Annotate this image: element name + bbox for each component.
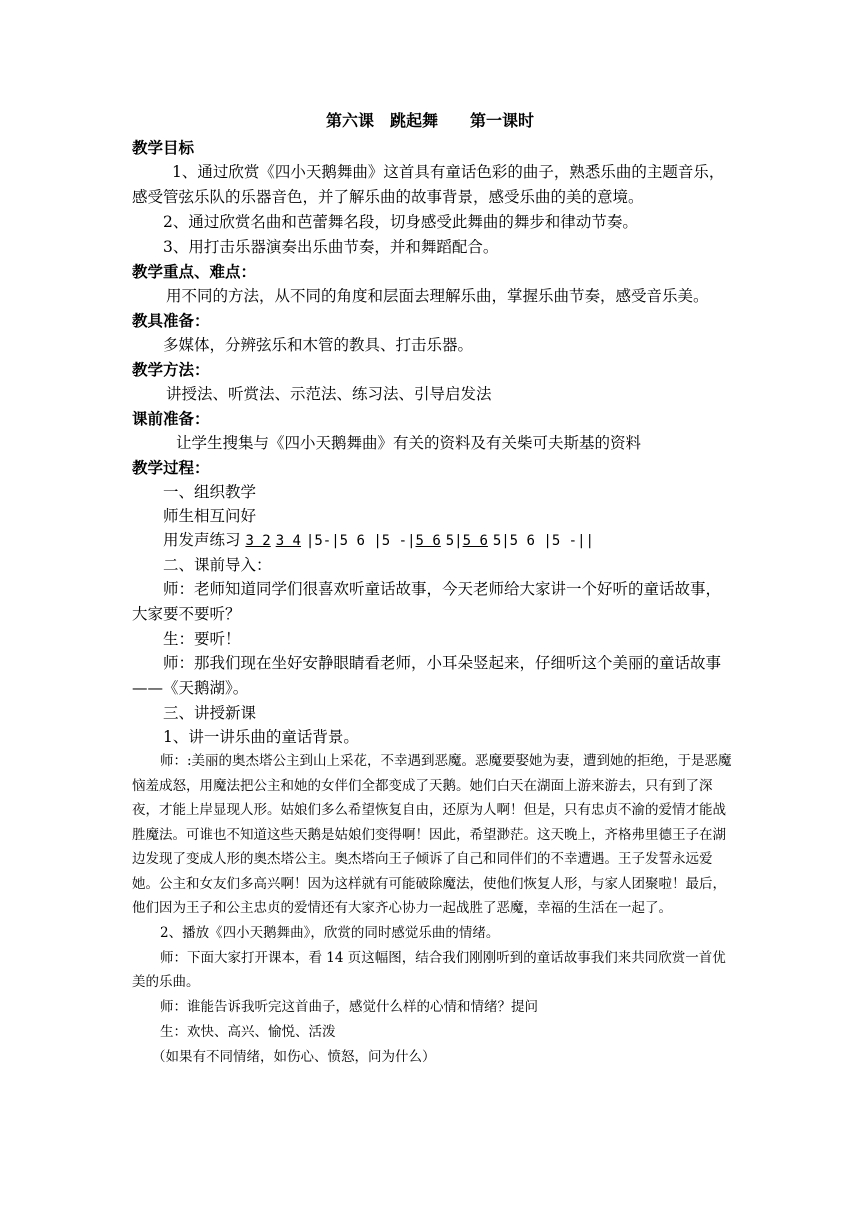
step-1: 一、组织教学	[163, 483, 257, 501]
step-2: 二、课前导入：	[163, 556, 272, 574]
teacher-line-4: 师：谁能告诉我听完这首曲子，感觉什么样的心情和情绪？提问	[160, 998, 538, 1015]
goal-3: 3、用打击乐器演奏出乐曲节奏，并和舞蹈配合。	[163, 238, 499, 256]
key-text: 用不同的方法，从不同的角度和层面去理解乐曲，掌握乐曲节奏，感受音乐美。	[166, 287, 709, 305]
goals-heading: 教学目标	[132, 139, 195, 157]
notation-group-6: 5 6	[462, 533, 488, 549]
vocal-exercise	[132, 528, 736, 553]
goal-1: 1、通过欣赏《四小天鹅舞曲》这首具有童话色彩的曲子，熟悉乐曲的主题音乐，感受管弦乐队的乐器音色，并了解乐曲的故事背景，感受乐曲的美的意境。	[132, 163, 725, 206]
teacher-line-3: 师：下面大家打开课本，看 14 页这幅图，结合我们刚刚听到的童话故事我们来共同欣赏一首优美的乐曲。	[132, 949, 726, 990]
tools-heading: 教具准备：	[132, 312, 210, 330]
prep-heading: 课前准备：	[132, 410, 210, 428]
lesson-title: 第六课 跳起舞 第一课时	[325, 111, 534, 130]
notation-group-3: |5-|5 6 |5 -|	[305, 533, 416, 549]
note-line: （如果有不同情绪，如伤心、愤怒，问为什么）	[152, 1048, 436, 1065]
sub-step-1: 1、讲一讲乐曲的童话背景。	[163, 728, 359, 746]
notation-group-2: 3 4	[275, 533, 301, 549]
notation-group-1: 3 2	[245, 533, 271, 549]
methods-heading: 教学方法：	[132, 361, 210, 379]
story-paragraph: 师：:美丽的奥杰塔公主到山上采花，不幸遇到恶魔。恶魔要娶她为妻，遭到她的拒绝，于是恶魔恼羞成怒，用魔法把公主和她的女伴们全都变成了天鹅。她们白天在湖面上游来游去，只有到了深夜，才能上岸显现人形。姑娘们多么希望恢复自由，还原为人啊！但是，只有忠贞不渝的爱情才能战胜魔法。可谁也不知道这些天鹅是姑娘们变得啊！因此，希望渺茫。这天晚上，齐格弗里德王子在湖边发现了变成人形的奥杰塔公主。奥杰塔向王子倾诉了自己和同伴们的不幸遭遇。王子发誓永远爱她。公主和女友们多高兴啊！因为这样就有可能破除魔法，使他们恢复人形，与家人团聚啦！最后，他们因为王子和公主忠贞的爱情还有大家齐心协力一起战胜了恶魔，幸福的生活在一起了。	[132, 753, 732, 916]
greeting: 师生相互问好	[163, 507, 257, 525]
step-3: 三、讲授新课	[163, 704, 257, 722]
teacher-line-2: 师：那我们现在坐好安静眼睛看老师，小耳朵竖起来，仔细听这个美丽的童话故事——《天鹅湖》。	[132, 654, 722, 697]
teacher-line-1: 师：老师知道同学们很喜欢听童话故事，今天老师给大家讲一个好听的童话故事，大家要不要听？	[132, 580, 722, 623]
student-line-2: 生：欢快、高兴、愉悦、活泼	[160, 1023, 336, 1040]
vocal-label: 用发声练习	[163, 531, 241, 549]
student-line-1: 生：要听！	[163, 630, 241, 648]
process-heading: 教学过程：	[132, 459, 210, 477]
document-body	[132, 136, 736, 1070]
methods-text: 讲授法、听赏法、示范法、练习法、引导启发法	[166, 385, 492, 403]
notation-group-7: 5|5 6 |5 -||	[492, 533, 594, 549]
notation-group-4: 5 6	[415, 533, 441, 549]
key-heading: 教学重点、难点：	[132, 263, 257, 281]
prep-text: 让学生搜集与《四小天鹅舞曲》有关的资料及有关柴可夫斯基的资料	[176, 434, 642, 452]
tools-text: 多媒体，分辨弦乐和木管的教具、打击乐器。	[163, 336, 474, 354]
goal-2: 2、通过欣赏名曲和芭蕾舞名段，切身感受此舞曲的舞步和律动节奏。	[163, 213, 638, 231]
notation-group-5: 5|	[445, 533, 463, 549]
sub-step-2: 2、播放《四小天鹅舞曲》，欣赏的同时感觉乐曲的情绪。	[160, 924, 500, 941]
